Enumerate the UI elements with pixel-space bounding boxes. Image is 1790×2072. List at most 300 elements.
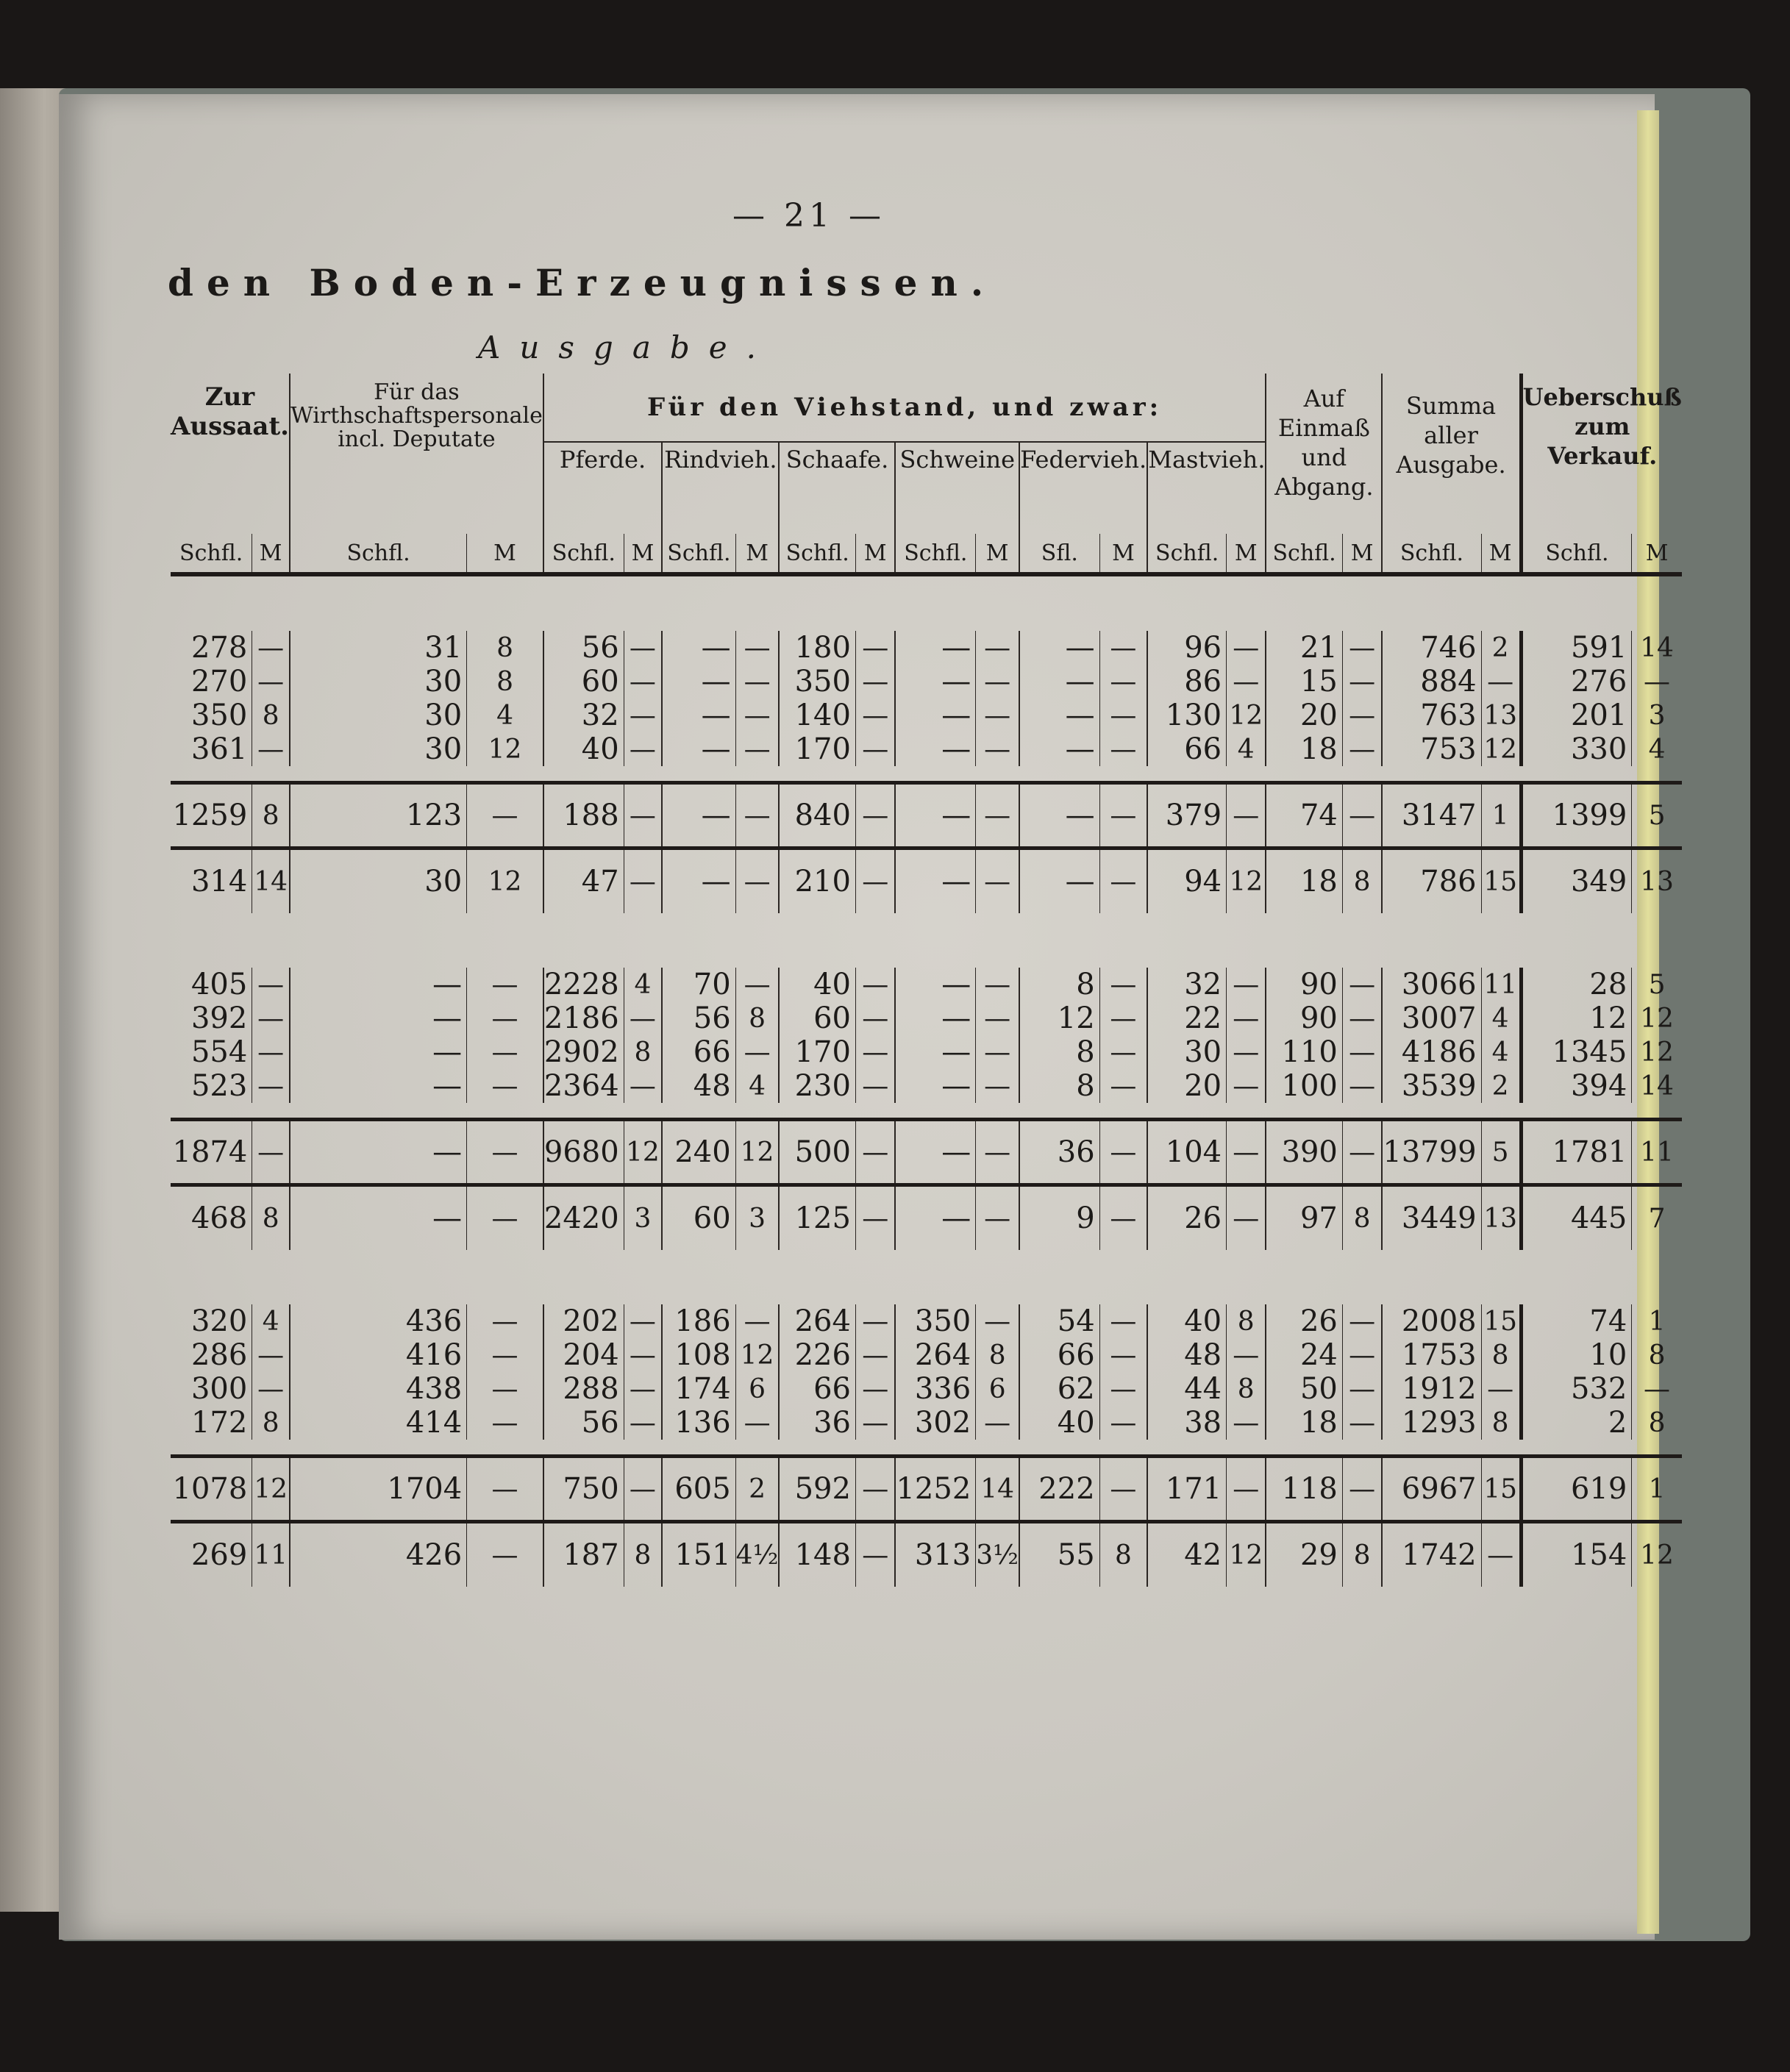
spacer-cell (543, 1440, 624, 1457)
table-cell: 414 (290, 1406, 467, 1440)
table-cell: — (735, 849, 779, 914)
table-cell: 188 (543, 783, 624, 849)
table-cell: 5 (1632, 783, 1682, 849)
total-row (171, 783, 1682, 849)
spacer-cell (467, 1250, 543, 1304)
table-cell: 9680 (543, 1120, 624, 1185)
spacer-cell (1632, 766, 1682, 783)
table-cell: 20 (1266, 699, 1342, 732)
table-cell: — (1099, 631, 1147, 665)
spacer-cell (1227, 913, 1266, 968)
table-cell: 40 (779, 968, 855, 1001)
table-cell: — (976, 1185, 1019, 1251)
table-cell: — (895, 968, 975, 1001)
table-cell: 12 (1632, 1035, 1682, 1069)
table-cell: 15 (1266, 665, 1342, 699)
table-cell: 1345 (1521, 1035, 1632, 1069)
spacer-cell (895, 913, 975, 968)
table-cell: — (895, 1035, 975, 1069)
table-row (171, 732, 1682, 766)
col-federvieh: Federvieh. (1019, 442, 1147, 534)
expense-table (171, 374, 1682, 1587)
spacer-cell (1266, 913, 1342, 968)
unit-header: Schfl. (662, 534, 735, 574)
table-cell: — (1342, 1304, 1382, 1338)
spacer-cell (1342, 766, 1382, 783)
table-cell: — (895, 665, 975, 699)
table-cell: — (290, 968, 467, 1001)
unit-header: Schfl. (1147, 534, 1226, 574)
spacer-cell (543, 766, 624, 783)
table-cell: — (735, 968, 779, 1001)
table-cell: 314 (190, 865, 248, 899)
spacer-cell (543, 1103, 624, 1120)
table-cell: 230 (779, 1069, 855, 1103)
table-cell: 8 (1019, 1069, 1099, 1103)
table-cell: 210 (779, 849, 855, 914)
table-cell: — (252, 1120, 290, 1185)
table-cell: — (976, 1001, 1019, 1035)
table-cell: 8 (1099, 1522, 1147, 1587)
table-cell: — (855, 783, 895, 849)
mean-row (171, 1185, 1682, 1251)
table-cell: 3147 (1382, 783, 1481, 849)
spacer-cell (1342, 913, 1382, 968)
table-cell: — (895, 631, 975, 665)
spacer-cell (1099, 574, 1147, 631)
spacer-cell (1266, 1250, 1342, 1304)
table-cell: — (735, 1406, 779, 1440)
table-cell: — (1099, 1035, 1147, 1069)
spacer-row (171, 574, 1682, 631)
table-cell: 201 (1521, 699, 1632, 732)
table-cell: — (1099, 1001, 1147, 1035)
table-cell: 60 (662, 1185, 735, 1251)
table-cell: — (1099, 783, 1147, 849)
spacer-cell (1481, 1440, 1521, 1457)
spacer-cell (252, 766, 290, 783)
spacer-cell (1266, 766, 1342, 783)
table-cell: 66 (779, 1372, 855, 1406)
table-cell: — (855, 1185, 895, 1251)
spacer-cell (662, 574, 735, 631)
table-cell: 6967 (1382, 1457, 1481, 1522)
table-cell: — (855, 1372, 895, 1406)
table-cell: 56 (543, 1406, 624, 1440)
table-cell: — (895, 699, 975, 732)
table-cell: 8 (252, 783, 290, 849)
spacer-cell (171, 1103, 252, 1120)
table-cell: — (290, 1001, 467, 1035)
col-einmass: Auf Einmaß und Abgang. (1266, 374, 1382, 534)
table-cell: 286 (190, 1338, 248, 1372)
spacer-cell (1632, 574, 1682, 631)
spacer-cell (171, 766, 252, 783)
col-summa: Summa aller Ausgabe. (1382, 374, 1521, 534)
table-cell: 753 (1382, 732, 1481, 766)
spacer-cell (1147, 1250, 1226, 1304)
table-cell: 38 (1147, 1406, 1226, 1440)
table-cell: 29 (1266, 1522, 1342, 1587)
table-cell: 40 (1147, 1304, 1226, 1338)
unit-header: M (1342, 534, 1382, 574)
spacer-cell (1342, 574, 1382, 631)
unit-header: M (624, 534, 662, 574)
table-cell: 3007 (1382, 1001, 1481, 1035)
table-cell: 28 (1521, 968, 1632, 1001)
table-cell: 276 (1521, 665, 1632, 699)
table-cell: — (976, 968, 1019, 1001)
table-cell: — (624, 783, 662, 849)
table-cell: 4 (467, 699, 543, 732)
table-cell: — (467, 1120, 543, 1185)
table-cell: 336 (895, 1372, 975, 1406)
spacer-cell (1481, 766, 1521, 783)
spacer-cell (1099, 1103, 1147, 1120)
table-cell: — (855, 665, 895, 699)
table-cell: — (252, 1069, 290, 1103)
table-cell: — (976, 665, 1019, 699)
table-cell: 8 (252, 1185, 290, 1251)
table-cell: 3½ (976, 1522, 1019, 1587)
table-cell: — (467, 1001, 543, 1035)
table-cell: — (1019, 732, 1099, 766)
table-cell: — (735, 783, 779, 849)
table-cell: — (662, 849, 735, 914)
table-cell: — (252, 1372, 290, 1406)
table-cell: 1259 (171, 783, 252, 849)
table-cell: — (624, 849, 662, 914)
spacer-cell (1342, 1103, 1382, 1120)
spacer-cell (1521, 574, 1632, 631)
table-cell: 1874 (171, 1120, 252, 1185)
table-cell: 1 (1632, 1457, 1682, 1522)
table-cell: 1078 (171, 1457, 252, 1522)
table-row (171, 665, 1682, 699)
spacer-cell (1632, 1250, 1682, 1304)
table-cell: 74 (1521, 1304, 1632, 1338)
table-cell: — (1342, 699, 1382, 732)
table-cell: 270 (190, 665, 248, 699)
table-cell: — (1099, 665, 1147, 699)
table-cell: — (467, 1372, 543, 1406)
table-cell: 2228 (543, 968, 624, 1001)
table-cell: — (467, 1522, 543, 1587)
table-cell: 110 (1266, 1035, 1342, 1069)
table-cell: 8 (467, 665, 543, 699)
spacer-cell (1227, 1103, 1266, 1120)
table-cell: — (1099, 1304, 1147, 1338)
spacer-cell (1266, 1440, 1342, 1457)
spacer-cell (779, 1250, 855, 1304)
table-cell: 3 (624, 1185, 662, 1251)
table-cell: 330 (1521, 732, 1632, 766)
table-cell: — (855, 699, 895, 732)
spacer-cell (1382, 1103, 1481, 1120)
spacer-cell (662, 913, 735, 968)
table-cell: 4 (1481, 1035, 1521, 1069)
table-cell: 13 (1481, 1185, 1521, 1251)
table-cell: 10 (1521, 1338, 1632, 1372)
spacer-cell (855, 574, 895, 631)
spacer-cell (1099, 766, 1147, 783)
table-cell: — (855, 1304, 895, 1338)
table-cell: 170 (779, 732, 855, 766)
table-cell: 36 (1019, 1120, 1099, 1185)
table-cell: — (1099, 732, 1147, 766)
table-cell: 26 (1266, 1304, 1342, 1338)
spacer-cell (976, 1250, 1019, 1304)
spacer-cell (1632, 913, 1682, 968)
table-cell: 390 (1266, 1120, 1342, 1185)
table-cell: 763 (1382, 699, 1481, 732)
table-cell: — (1342, 665, 1382, 699)
table-cell: — (976, 699, 1019, 732)
unit-header: M (855, 534, 895, 574)
table-cell: — (1342, 1372, 1382, 1406)
table-cell: — (855, 732, 895, 766)
table-cell: — (252, 665, 290, 699)
table-cell: 1753 (1382, 1338, 1481, 1372)
table-cell: — (895, 732, 975, 766)
table-cell: 90 (1266, 1001, 1342, 1035)
table-cell: 55 (1019, 1522, 1099, 1587)
table-cell: — (1227, 665, 1266, 699)
table-cell: 86 (1147, 665, 1226, 699)
table-cell: — (1342, 1120, 1382, 1185)
table-cell: 1 (1632, 1304, 1682, 1338)
table-cell: 8 (1019, 1035, 1099, 1069)
table-cell: 170 (779, 1035, 855, 1069)
table-cell: — (1019, 699, 1099, 732)
spacer-cell (1147, 1103, 1226, 1120)
table-cell: 4 (252, 1304, 290, 1338)
spacer-cell (1147, 1440, 1226, 1457)
table-cell: — (1099, 1338, 1147, 1372)
table-cell: 9 (1019, 1185, 1099, 1251)
page-number: — 21 — (732, 197, 885, 235)
table-cell: — (735, 732, 779, 766)
spacer-cell (1342, 1440, 1382, 1457)
table-cell: 1912 (1382, 1372, 1481, 1406)
table-cell: — (1342, 968, 1382, 1001)
table-row (171, 1069, 1682, 1103)
table-cell: 3449 (1382, 1185, 1481, 1251)
table-cell: 6 (976, 1372, 1019, 1406)
table-cell: — (1099, 1372, 1147, 1406)
table-cell: 125 (779, 1185, 855, 1251)
table-cell: — (290, 1069, 467, 1103)
table-cell: 4186 (1382, 1035, 1481, 1069)
table-cell: — (252, 1001, 290, 1035)
table-cell: 1293 (1382, 1406, 1481, 1440)
spacer-cell (855, 913, 895, 968)
table-cell: 269 (190, 1538, 248, 1572)
table-cell: — (895, 1001, 975, 1035)
table-cell: 2902 (543, 1035, 624, 1069)
table-cell: 350 (779, 665, 855, 699)
table-cell: 8 (1342, 1185, 1382, 1251)
spacer-cell (1019, 1250, 1099, 1304)
table-cell: — (855, 631, 895, 665)
table-cell: — (1342, 732, 1382, 766)
table-cell: 3 (1632, 699, 1682, 732)
table-cell: 151 (662, 1522, 735, 1587)
table-cell: 40 (543, 732, 624, 766)
table-cell: 554 (190, 1035, 248, 1069)
table-cell: — (1342, 1001, 1382, 1035)
table-cell: — (1342, 1069, 1382, 1103)
table-cell: 12 (735, 1338, 779, 1372)
unit-header: M (976, 534, 1019, 574)
table-cell: 30 (1147, 1035, 1226, 1069)
table-cell: — (1227, 1338, 1266, 1372)
table-cell: 204 (543, 1338, 624, 1372)
spacer-cell (1147, 574, 1226, 631)
spacer-cell (1227, 1440, 1266, 1457)
table-cell: — (662, 665, 735, 699)
spacer-cell (1521, 1103, 1632, 1120)
table-cell: 302 (895, 1406, 975, 1440)
spacer-cell (662, 1440, 735, 1457)
table-cell: 5 (1481, 1120, 1521, 1185)
table-cell: 349 (1521, 849, 1632, 914)
unit-header: Schfl. (1266, 534, 1342, 574)
table-cell: — (252, 1338, 290, 1372)
table-cell: — (976, 783, 1019, 849)
table-cell: 8 (252, 699, 290, 732)
table-cell: 350 (895, 1304, 975, 1338)
table-cell: 416 (290, 1338, 467, 1372)
table-cell: 392 (190, 1001, 248, 1035)
table-cell: 32 (543, 699, 624, 732)
table-cell: 12 (1019, 1001, 1099, 1035)
spacer-cell (1147, 913, 1226, 968)
unit-header: Sfl. (1019, 534, 1099, 574)
unit-header: M (467, 534, 543, 574)
spacer-cell (735, 913, 779, 968)
spacer-row (171, 1440, 1682, 1457)
spacer-cell (1147, 766, 1226, 783)
table-cell: 4 (624, 968, 662, 1001)
table-cell: 12 (467, 849, 543, 914)
spacer-cell (1342, 1250, 1382, 1304)
table-cell: 24 (1266, 1338, 1342, 1372)
table-cell: 468 (190, 1201, 248, 1235)
table-cell: — (976, 732, 1019, 766)
table-cell: 605 (662, 1457, 735, 1522)
spacer-row (171, 1250, 1682, 1304)
table-cell: — (895, 1185, 975, 1251)
table-cell: — (976, 849, 1019, 914)
table-cell: 60 (779, 1001, 855, 1035)
table-cell: — (662, 732, 735, 766)
table-cell: 12 (624, 1120, 662, 1185)
table-cell: 619 (1521, 1457, 1632, 1522)
spacer-cell (1099, 913, 1147, 968)
spacer-cell (290, 574, 467, 631)
spacer-cell (1382, 574, 1481, 631)
table-cell: 379 (1147, 783, 1226, 849)
table-cell: — (624, 1338, 662, 1372)
spacer-cell (1521, 1250, 1632, 1304)
table-cell: — (1099, 1406, 1147, 1440)
table-cell: — (735, 1035, 779, 1069)
total-row (171, 1457, 1682, 1522)
table-cell: 60 (543, 665, 624, 699)
table-row (171, 1338, 1682, 1372)
spacer-cell (1521, 1440, 1632, 1457)
table-cell: — (290, 1185, 467, 1251)
table-cell: 4 (735, 1069, 779, 1103)
table-cell: — (1019, 849, 1099, 914)
table-cell: 48 (1147, 1338, 1226, 1372)
table-cell: 11 (252, 1522, 290, 1587)
table-cell: — (895, 849, 975, 914)
table-cell: — (855, 849, 895, 914)
table-cell: 100 (1266, 1069, 1342, 1103)
table-cell: 1704 (290, 1457, 467, 1522)
spacer-cell (976, 574, 1019, 631)
table-cell: — (467, 1035, 543, 1069)
spacer-cell (895, 1440, 975, 1457)
table-cell: — (895, 1069, 975, 1103)
table-cell: — (467, 1185, 543, 1251)
table-cell: — (1099, 1069, 1147, 1103)
unit-header: M (1481, 534, 1521, 574)
spacer-cell (624, 1250, 662, 1304)
table-cell: 12 (1632, 1522, 1682, 1587)
spacer-cell (624, 913, 662, 968)
spacer-row (171, 913, 1682, 968)
spacer-cell (467, 1103, 543, 1120)
table-cell: 1781 (1521, 1120, 1632, 1185)
table-cell: — (624, 1304, 662, 1338)
table-cell: — (467, 968, 543, 1001)
table-cell: — (1019, 665, 1099, 699)
spacer-cell (895, 1250, 975, 1304)
spacer-cell (1632, 1103, 1682, 1120)
table-cell: 186 (662, 1304, 735, 1338)
table-cell: 8 (976, 1338, 1019, 1372)
unit-header: Schfl. (779, 534, 855, 574)
table-cell: 18 (1266, 1406, 1342, 1440)
table-cell: 4 (1632, 732, 1682, 766)
table-cell: — (1342, 1457, 1382, 1522)
table-cell: 14 (1632, 631, 1682, 665)
table-cell: 313 (895, 1522, 975, 1587)
table-cell: 30 (290, 732, 467, 766)
table-row (171, 631, 1682, 665)
table-cell: — (467, 1457, 543, 1522)
section-heading: Ausgabe. (478, 329, 775, 365)
spacer-cell (171, 913, 252, 968)
table-cell: 278 (190, 631, 248, 665)
table-row (171, 968, 1682, 1001)
table-cell: 12 (252, 1457, 290, 1522)
spacer-cell (1099, 1440, 1147, 1457)
table-cell: 74 (1266, 783, 1342, 849)
spacer-cell (290, 1440, 467, 1457)
spacer-cell (855, 1440, 895, 1457)
table-cell: 8 (1342, 849, 1382, 914)
table-cell: 70 (662, 968, 735, 1001)
table-cell: 56 (543, 631, 624, 665)
spacer-cell (735, 1103, 779, 1120)
spacer-cell (467, 913, 543, 968)
spacer-cell (290, 1103, 467, 1120)
table-cell: 12 (1481, 732, 1521, 766)
